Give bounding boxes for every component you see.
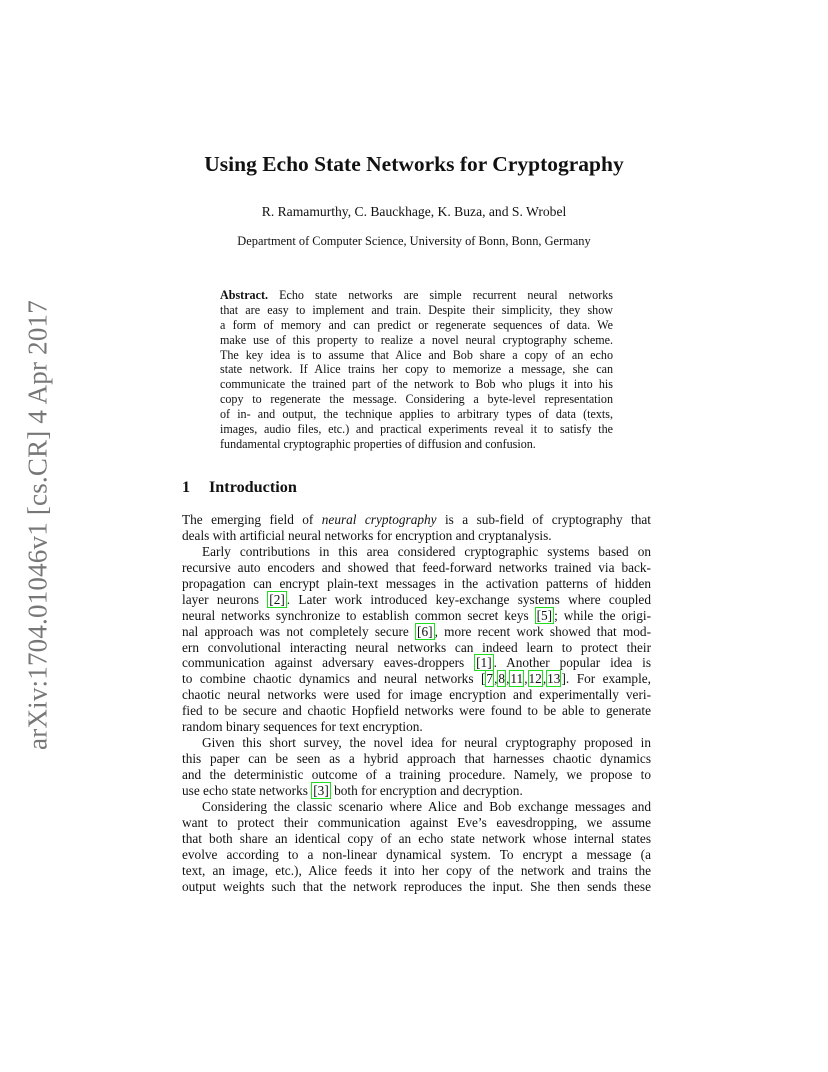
body-line: use echo state networks [3] both for encryption and decryption. — [182, 782, 523, 798]
body-line: deals with artificial neural networks for encryption and cryptanalysis. — [182, 527, 552, 543]
body-text — [182, 512, 651, 895]
abstract-line: images, audio files, etc.) and practical experiments reveal it to satisfy the — [220, 422, 613, 437]
body-line: recursive auto encoders and showed that feed-forward networks trained via back- — [182, 559, 651, 575]
body-line: ern convolutional interacting neural networks can indeed learn to protect their — [182, 639, 651, 655]
abstract-line: Abstract. Echo state networks are simple recurrent neural networks — [220, 288, 613, 302]
body-line: nal approach was not completely secure [6] , more recent work showed that mod- — [182, 623, 652, 639]
abstract-line: state network. If Alice trains her copy to memorize a message, she can — [220, 362, 613, 377]
body-line: this paper can be seen as a hybrid approach that harnesses chaotic dynamics — [182, 751, 651, 767]
body-line: and the deterministic outcome of a training procedure. Namely, we propose to — [182, 767, 651, 782]
body-line: layer neurons [2] . Later work introduced key-exchange systems where coupled — [182, 591, 651, 607]
abstract-line: fundamental cryptographic properties of diffusion and confusion. — [220, 436, 536, 451]
paper-authors: R. Ramamurthy, C. Bauckhage, K. Buza, and S. Wrobel — [261, 204, 567, 219]
body-line: Early contributions in this area considered cryptographic systems based on — [202, 543, 651, 559]
body-line: random binary sequences for text encryption. — [182, 719, 423, 735]
citation-link-1[interactable]: [1] — [476, 655, 492, 671]
section-title: Introduction — [209, 478, 297, 496]
citation-link-12[interactable]: 12 — [528, 671, 542, 687]
abstract — [220, 288, 613, 452]
body-line: fied to be secure and chaotic Hopfield networks were found to be able to generate — [182, 703, 651, 719]
abstract-line: a form of memory and can predict or regenerate sequences of data. We — [220, 317, 613, 332]
arxiv-identifier: arXiv:1704.01046v1 [cs.CR] 4 Apr 2017 — [22, 300, 53, 750]
emphasis-neural-cryptography: neural cryptography — [321, 512, 437, 527]
citation-link-5[interactable]: [5] — [536, 607, 553, 623]
citation-link-8[interactable]: 8 — [498, 671, 506, 687]
body-line: Given this short survey, the novel idea for neural cryptography proposed in — [202, 735, 651, 751]
section-heading — [182, 478, 297, 497]
body-line: communication against adversary eaves-droppers [1] . Another popular idea is — [182, 655, 652, 671]
arxiv-sidebar — [18, 290, 58, 760]
section-number: 1 — [182, 478, 191, 496]
citation-link-13[interactable]: 13 — [547, 671, 561, 687]
body-line: neural networks synchronize to establish common secret keys [5] ; while the origi- — [182, 607, 651, 623]
abstract-line: The key idea is to assume that Alice and Bob share a copy of an echo — [220, 347, 613, 362]
body-line: chaotic neural networks were used for image encryption and experimentally veri- — [182, 687, 651, 703]
body-line: to combine chaotic dynamics and neural networks [7,8,11,12,13]. For example, — [182, 671, 652, 687]
abstract-line: of in- and output, the technique applies to arbitrary types of data (texts, — [220, 407, 613, 422]
abstract-line: that are easy to implement and train. Despite their simplicity, they show — [220, 302, 613, 317]
body-line: want to protect their communication against Eve’s eavesdropping, we assume — [182, 814, 651, 830]
body-line: output weights such that the network reproduces the input. She then sends these — [182, 878, 651, 894]
body-line: that both share an identical copy of an echo state network whose internal states — [182, 830, 651, 846]
citation-link-2[interactable]: [2] — [269, 591, 285, 607]
abstract-label: Abstract. — [220, 288, 269, 302]
abstract-line: communicate the trained part of the network to Bob who plugs it into his — [220, 377, 613, 392]
citation-link-6[interactable]: [6] — [417, 623, 433, 639]
citation-link-7[interactable]: 7 — [486, 671, 494, 687]
body-line: text, an image, etc.), Alice feeds it into her copy of the network and trains the — [182, 862, 651, 878]
abstract-line: make use of this property to realize a novel neural cryptography scheme. — [220, 332, 613, 347]
abstract-line: copy to regenerate the message. Considering a byte-level representation — [220, 392, 613, 407]
citation-link-11[interactable]: 11 — [510, 671, 524, 687]
body-line: propagation can encrypt plain-text messages in the activation patterns of hidden — [182, 575, 651, 591]
paper-title: Using Echo State Networks for Cryptography — [204, 152, 624, 176]
citation-link-3[interactable]: [3] — [313, 782, 329, 798]
body-line: The emerging field of neural cryptography is a sub-field of cryptography that — [182, 512, 651, 527]
body-line: Considering the classic scenario where Alice and Bob exchange messages and — [202, 798, 651, 814]
body-line: evolve according to a non-linear dynamical system. To encrypt a message (a — [182, 846, 651, 862]
paper-affiliation: Department of Computer Science, University of Bonn, Bonn, Germany — [237, 234, 591, 248]
citation-group: [7,8,11,12,13] — [480, 671, 566, 687]
